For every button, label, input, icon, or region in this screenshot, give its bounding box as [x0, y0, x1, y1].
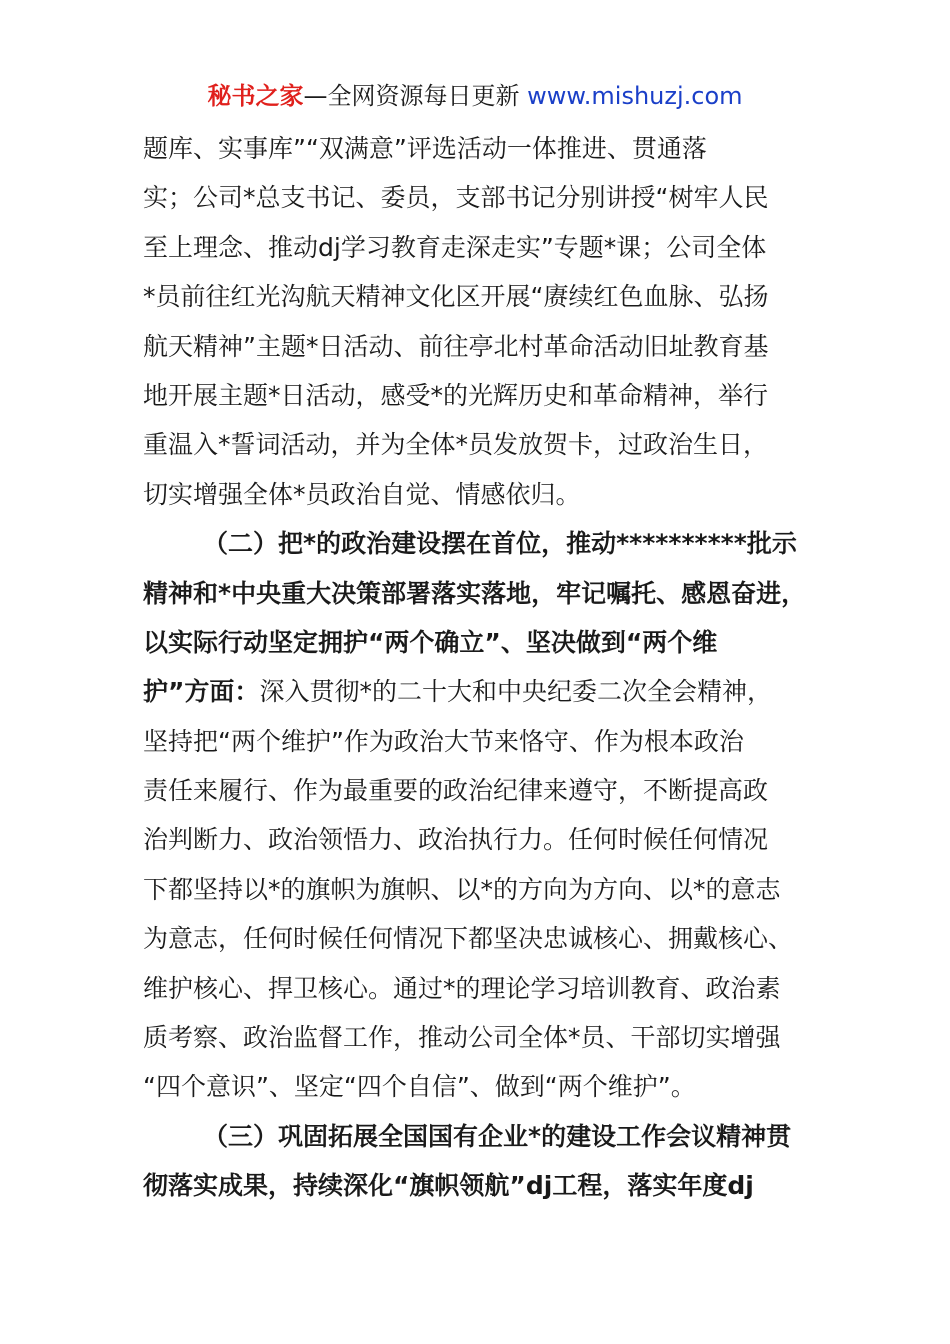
document-body: [143, 124, 833, 1211]
text-line: 至上理念、推动dj学习教育走深走实”专题*课；公司全体: [143, 232, 767, 262]
text-line: 重温入*誓词活动，并为全体*员发放贺卡，过政治生日，: [143, 430, 769, 460]
text-line: 下都坚持以*的旗帜为旗帜、以*的方向为方向、以*的意志: [143, 874, 781, 904]
text-line: 题库、实事库”“双满意”评选活动一体推进、贯通落: [143, 134, 707, 163]
section-heading-tail: 护”方面：: [143, 677, 260, 707]
section-heading-line: 精神和*中央重大决策部署落实落地，牢记嘱托、感恩奋进，: [143, 578, 807, 608]
site-brand: 秘书之家: [207, 82, 304, 110]
section-heading-line: 彻落实成果，持续深化“旗帜领航”dj工程，落实年度dj: [143, 1171, 754, 1201]
text-line: 为意志，任何时候任何情况下都坚决忠诚核心、拥戴核心、: [143, 924, 794, 954]
text-line: 治判断力、政治领悟力、政治执行力。任何时候任何情况: [143, 825, 769, 855]
text-line: *员前往红光沟航天精神文化区开展“赓续红色血脉、弘扬: [143, 282, 769, 312]
text-line: 航天精神”主题*日活动、前往亭北村革命活动旧址教育基: [143, 331, 769, 361]
site-tagline: —全网资源每日更新: [303, 82, 528, 110]
text-line: 质考察、政治监督工作，推动公司全体*员、干部切实增强: [143, 1023, 781, 1053]
site-header: [0, 80, 950, 112]
text-span: 深入贯彻*的二十大和中央纪委二次全会精神，: [259, 677, 772, 707]
section-heading-3: （三）巩固拓展全国国有企业*的建设工作会议精神贯: [203, 1121, 792, 1151]
section-heading-line: 以实际行动坚定拥护“两个确立”、坚决做到“两个维: [143, 627, 718, 657]
text-line: 地开展主题*日活动，感受*的光辉历史和革命精神，举行: [143, 380, 769, 410]
section-heading-2: （二）把*的政治建设摆在首位，推动**********批示: [203, 529, 797, 559]
mixed-line: [143, 667, 833, 716]
text-line: “四个意识”、坚定“四个自信”、做到“两个维护”。: [143, 1072, 696, 1102]
text-line: 切实增强全体*员政治自觉、情感依归。: [143, 479, 581, 509]
text-line: 维护核心、捍卫核心。通过*的理论学习培训教育、政治素: [143, 973, 781, 1003]
text-line: 责任来履行、作为最重要的政治纪律来遵守，不断提高政: [143, 776, 769, 806]
text-line: 坚持把“两个维护”作为政治大节来恪守、作为根本政治: [143, 726, 744, 756]
text-line: 实；公司*总支书记、委员，支部书记分别讲授“树牢人民: [143, 183, 769, 213]
site-url-link[interactable]: www.mishuzj.com: [527, 82, 743, 110]
